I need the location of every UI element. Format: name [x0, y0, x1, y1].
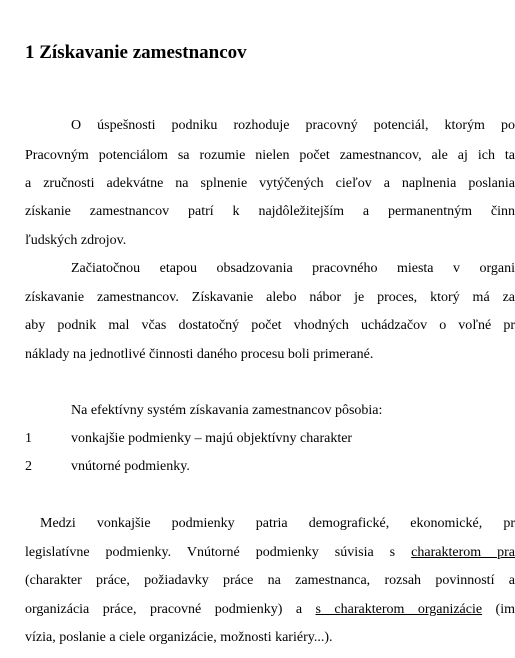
paragraph-3-line-4-text: organizácia práce, pracovné podmienky) a	[25, 602, 316, 617]
list-item-1-text: vonkajšie podmienky – majú objektívny charakter	[71, 431, 353, 446]
list-item-2-text: vnútorné podmienky.	[71, 459, 190, 474]
paragraph-3-line-1: Medzi vonkajšie podmienky patria demografické, ekonomické, pr	[40, 516, 515, 531]
list-intro: Na efektívny systém získavania zamestnancov pôsobia:	[71, 403, 383, 418]
paragraph-2-line-4: náklady na jednotlivé činnosti daného procesu boli primerané.	[25, 347, 374, 362]
underlined-phrase-charakter-prace: charakterom pra	[411, 545, 515, 560]
paragraph-3-line-2	[25, 543, 515, 563]
paragraph-1-line-2: Pracovným potenciálom sa rozumie nielen počet zamestnancov, ale aj ich ta	[25, 148, 515, 163]
underlined-phrase-charakter-organizacie: s charakterom organizácie	[315, 602, 483, 617]
paragraph-3-line-4-tail: (im	[482, 602, 515, 617]
paragraph-1-line-3: a zručnosti adekvátne na splnenie vytýčených cieľov a naplnenia poslania	[25, 176, 515, 191]
list-item-1-number: 1	[25, 431, 32, 446]
paragraph-1-line-5: ľudských zdrojov.	[25, 233, 127, 248]
paragraph-1-line-1: O úspešnosti podniku rozhoduje pracovný potenciál, ktorým po	[71, 118, 515, 133]
paragraph-1-line-4: získanie zamestnancov patrí k najdôležitejším a permanentným činn	[25, 204, 515, 219]
paragraph-2-line-1: Začiatočnou etapou obsadzovania pracovného miesta v organi	[71, 261, 515, 276]
paragraph-3-line-4	[25, 600, 515, 620]
paragraph-3-line-5: vízia, poslanie a ciele organizácie, možnosti kariéry...).	[25, 630, 333, 645]
paragraph-2-line-3: aby podnik mal včas dostatočný počet vhodných uchádzačov o voľné pr	[25, 318, 515, 333]
paragraph-3-line-2-text: legislatívne podmienky. Vnútorné podmienky súvisia s	[25, 545, 412, 560]
paragraph-3-line-3: (charakter práce, požiadavky práce na zamestnanca, rozsah povinností a	[25, 573, 515, 588]
chapter-heading: 1 Získavanie zamestnancov	[25, 42, 247, 63]
list-item-2-number: 2	[25, 459, 32, 474]
paragraph-2-line-2: získavanie zamestnancov. Získavanie alebo nábor je proces, ktorý má za	[25, 290, 515, 305]
